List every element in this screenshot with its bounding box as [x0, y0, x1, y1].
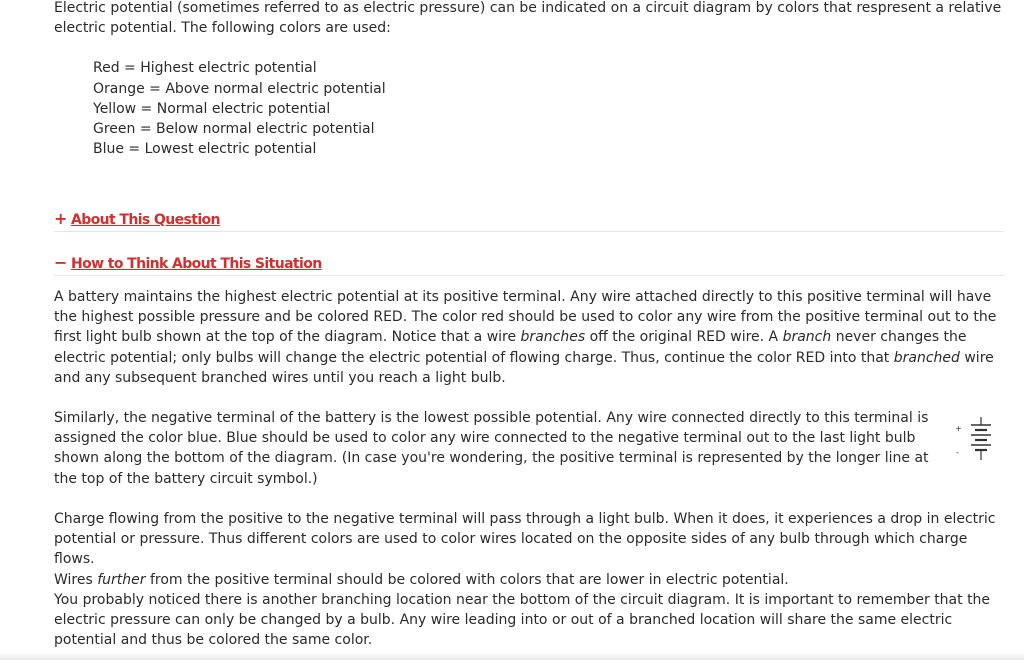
para1-text-a: A battery maintains the highest electric potential at its positive terminal. Any wire attached directly to this positive terminal will have the highest possible pressure and be colored RED. The color red should be used to color any wire from the positive terminal out to the first light bulb shown at the top of the diagram. Notice that a wire [54, 289, 997, 346]
color-legend-item-yellow: Yellow = Normal electric potential [93, 100, 331, 117]
para1-text-c: never changes the electric potential; only bulbs will change the electric potential of flowing charge. Thus, continue the color RED into that [54, 329, 967, 366]
para1-text-d: wire and any subsequent branched wires until you reach a light bulb. [54, 349, 994, 386]
para1-text-b: off the original RED wire. A [585, 329, 783, 346]
color-legend-item-green: Green = Below normal electric potential [93, 121, 375, 138]
collapse-minus-icon[interactable]: − [54, 253, 68, 272]
para3-em-further: further [97, 571, 146, 588]
para1-em-branch: branch [782, 329, 832, 346]
intro-block [54, 0, 1009, 159]
para3-text-a: Charge flowing from the positive to the negative terminal will pass through a light bulb. When it does, it experiences a drop in electric potential or pressure. Thus different colors are used to color wires located on the opposite sides of any bulb through which charge flows. [54, 511, 996, 568]
para1-em-branches: branches [520, 329, 586, 346]
color-legend-list [93, 58, 1009, 159]
how-to-think-header[interactable] [54, 253, 1004, 276]
paragraph-positive-terminal [54, 287, 1009, 388]
about-question-link[interactable]: About This Question [71, 212, 220, 228]
para1-em-branched: branched [893, 349, 960, 366]
intro-paragraph: Electric potential (sometimes referred to as electric pressure) can be indicated on a circuit diagram by colors that respresent a relative electric potential. The following colors are used: [54, 0, 1002, 37]
expand-plus-icon[interactable]: + [54, 209, 68, 228]
battery-plus-label: + [955, 424, 962, 433]
para3-text-b-post: from the positive terminal should be colored with colors that are lower in electric potential. [145, 571, 789, 588]
battery-minus-label: - [956, 448, 959, 457]
color-legend-item-orange: Orange = Above normal electric potential [93, 80, 386, 97]
color-legend-item-red: Red = Highest electric potential [93, 60, 317, 77]
color-legend-item-blue: Blue = Lowest electric potential [93, 141, 317, 158]
para3-text-b-pre: Wires [54, 571, 98, 588]
about-question-header[interactable] [54, 209, 1004, 232]
battery-symbol-icon [955, 415, 995, 465]
paragraph-branching-location: You probably noticed there is another branching location near the bottom of the circuit diagram. It is important to remember that the electric pressure can only be changed by a bulb. Any wire leading into or out of a branched location will share the same electric potential and thus be colored the same color. [54, 592, 991, 649]
how-to-think-link[interactable]: How to Think About This Situation [71, 256, 322, 272]
paragraph-negative-terminal: Similarly, the negative terminal of the battery is the lowest possible potential. Any wire connected directly to this terminal is assigned the color blue. Blue should be used to color any wire connected to the negative terminal out to the last light bulb shown along the bottom of the diagram. (In case you're wondering, the positive terminal is represented by the longer line at the top of the battery circuit symbol.) [54, 410, 929, 487]
paragraph-charge-flow [54, 509, 1009, 590]
bottom-fade [0, 652, 1024, 660]
